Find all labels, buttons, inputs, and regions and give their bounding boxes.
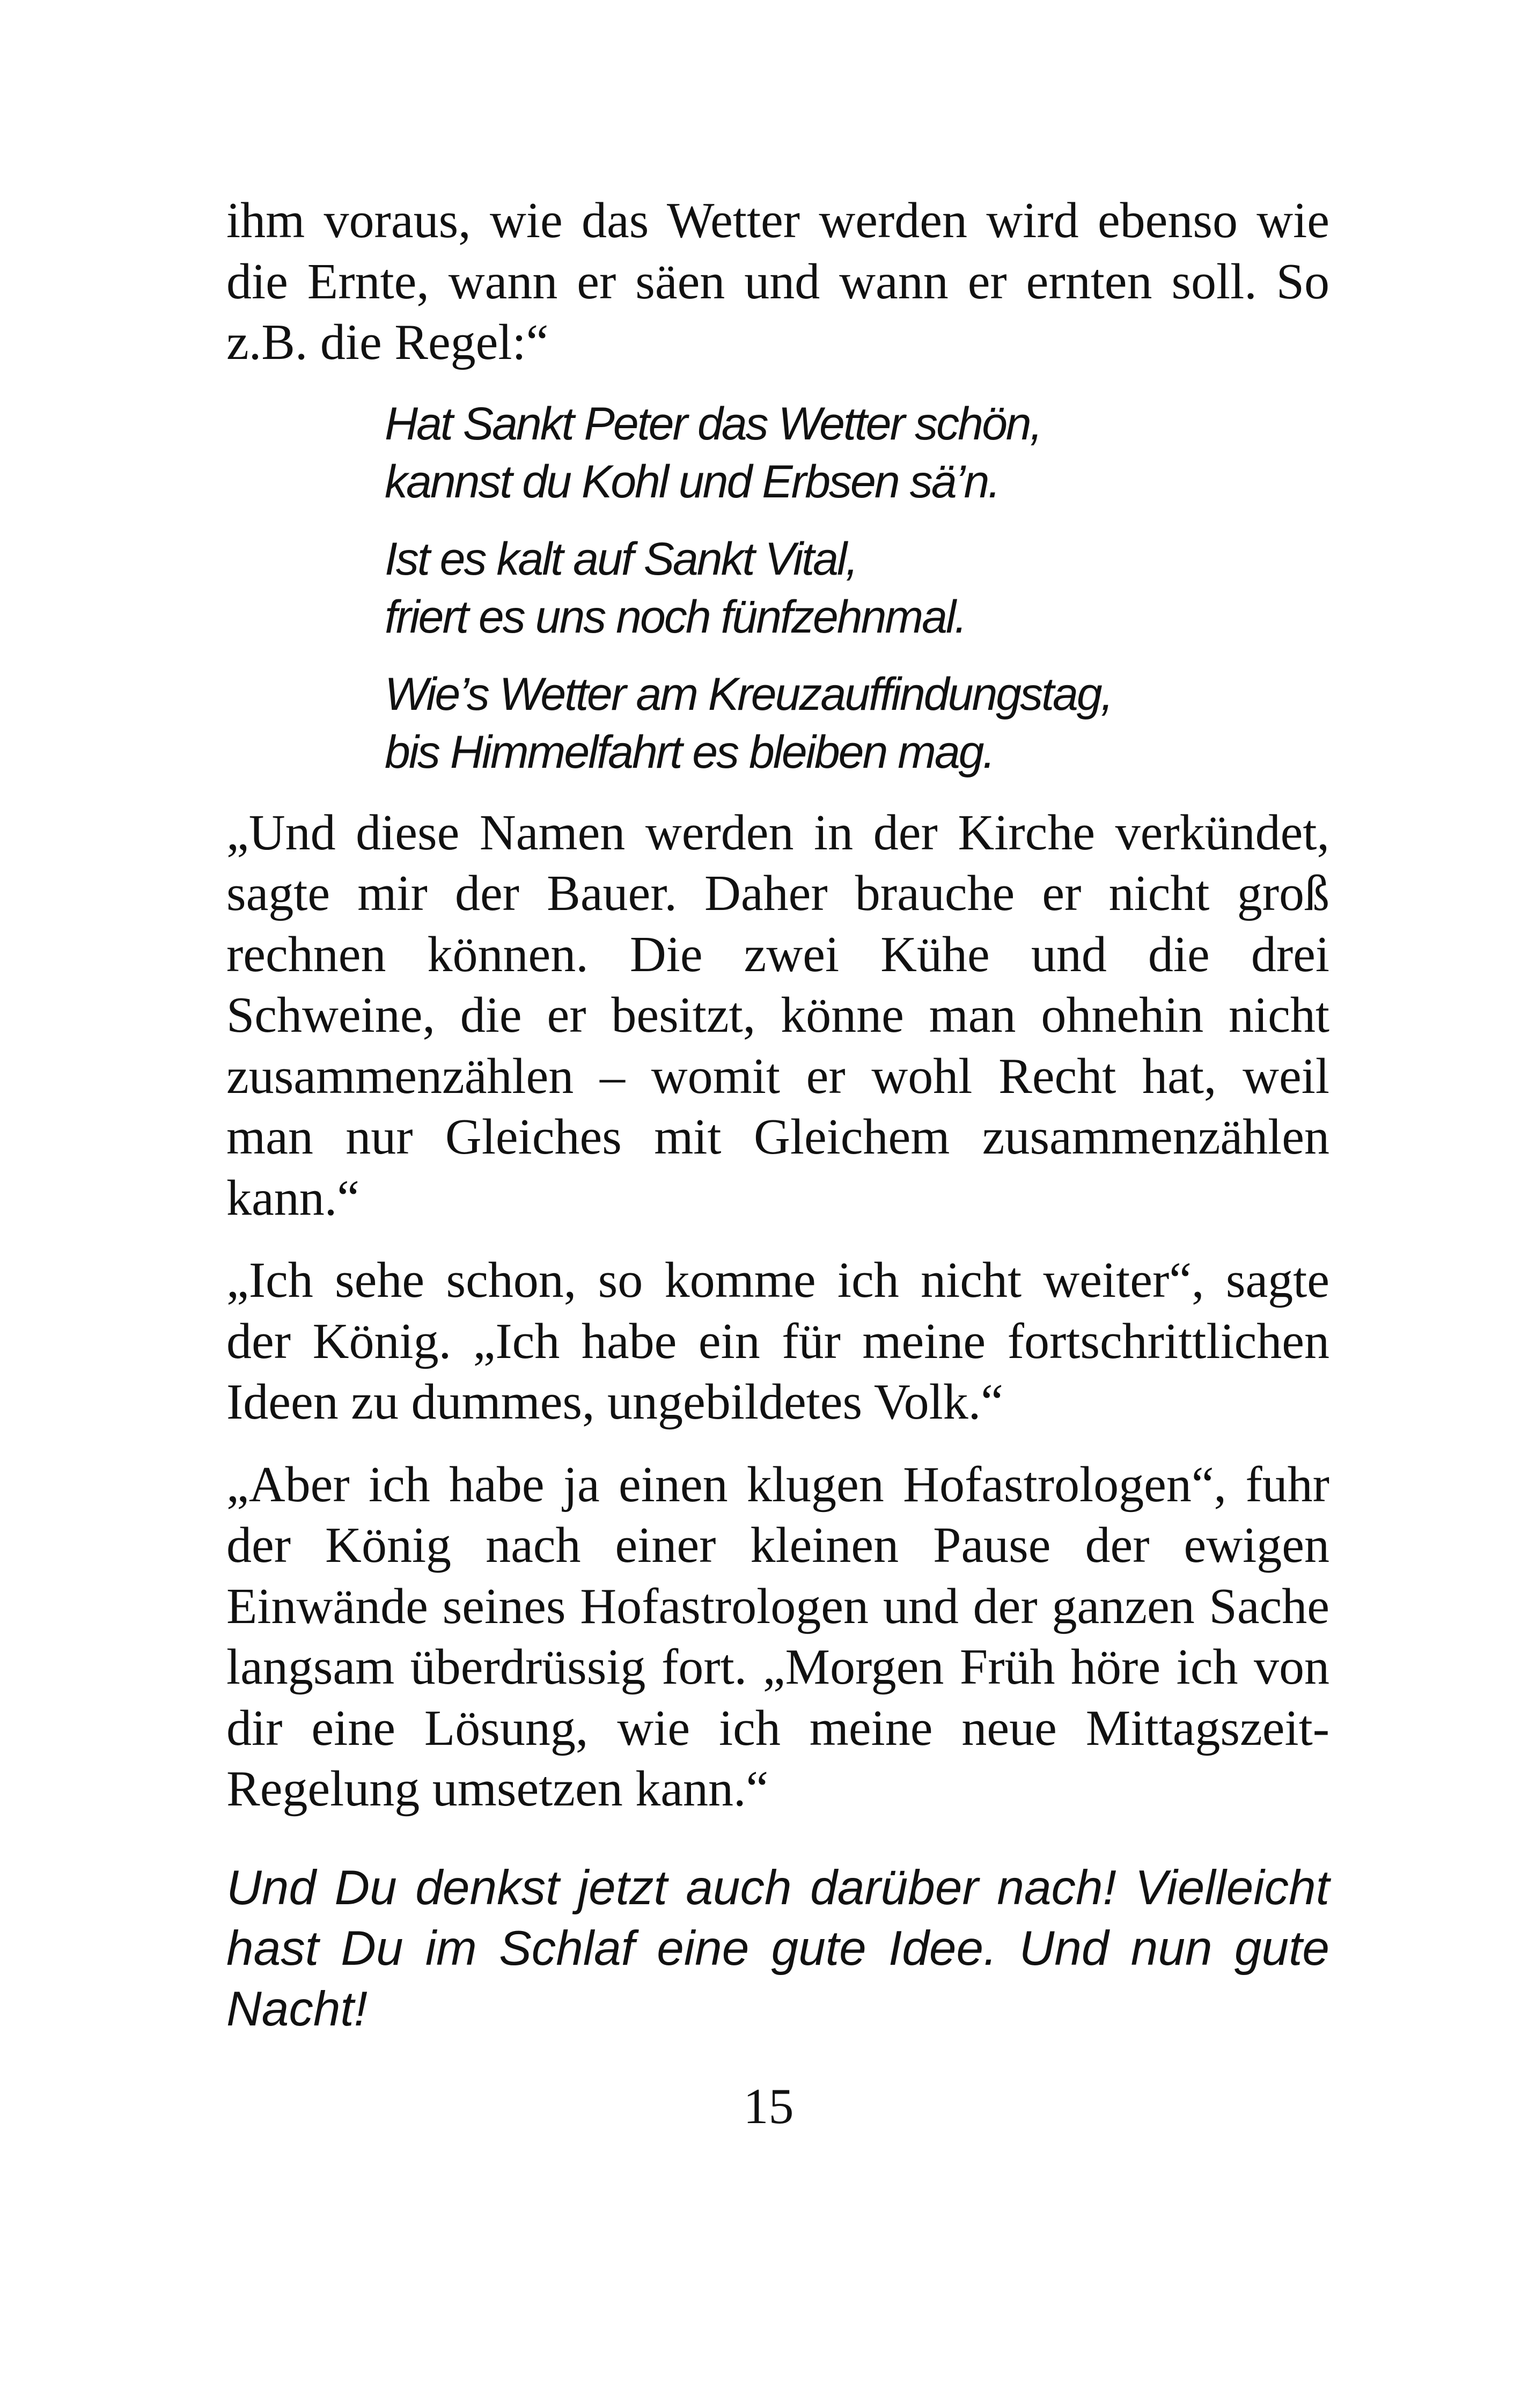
weather-rules-verses [385,395,1329,781]
verse-stanza [385,530,1329,646]
verse-line: Hat Sankt Peter das Wetter schön, [385,398,1041,450]
paragraph-king-speaks: „Ich sehe schon, so komme ich nicht weiter“, sagte der König. „Ich habe ein für meine fortschrittlichen Ideen zu dummes, ungebildetes Volk.“ [226,1252,1329,1430]
paragraph-intro: ihm voraus, wie das Wetter werden wird ebenso wie die Ernte, wann er säen und wann er ernten soll. So z.B. die Regel:“ [226,193,1329,370]
verse-line: bis Himmelfahrt es bleiben mag. [385,726,994,778]
paragraph-astrologer: „Aber ich habe ja einen klugen Hofastrologen“, fuhr der König nach einer kleinen Pause der ewigen Einwände seines Hofastrologen und der ganzen Sache langsam überdrüssig fort. „Morgen Früh höre ich von dir eine Lösung, wie ich meine neue Mittagszeit-Regelung umsetzen kann.“ [226,1456,1329,1817]
verse-stanza [385,665,1329,781]
verse-stanza [385,395,1329,511]
closing-note: Und Du denkst jetzt auch darüber nach! Vielleicht hast Du im Schlaf eine gute Idee. Und nun gute Nacht! [226,1860,1329,2036]
page-body [226,190,1329,2039]
verse-line: kannst du Kohl und Erbsen sä’n. [385,456,1000,508]
verse-line: friert es uns noch fünfzehnmal. [385,591,966,643]
paragraph-farmer: „Und diese Namen werden in der Kirche verkündet, sagte mir der Bauer. Daher brauche er nicht groß rechnen können. Die zwei Kühe und die drei Schweine, die er besitzt, könne man ohnehin nicht zusammenzählen – womit er wohl Recht hat, weil man nur Gleiches mit Gleichem zusammenzählen kann.“ [226,804,1329,1226]
verse-line: Ist es kalt auf Sankt Vital, [385,533,857,585]
verse-line: Wie’s Wetter am Kreuzauffindungstag, [385,668,1112,720]
page-number: 15 [743,2079,794,2134]
